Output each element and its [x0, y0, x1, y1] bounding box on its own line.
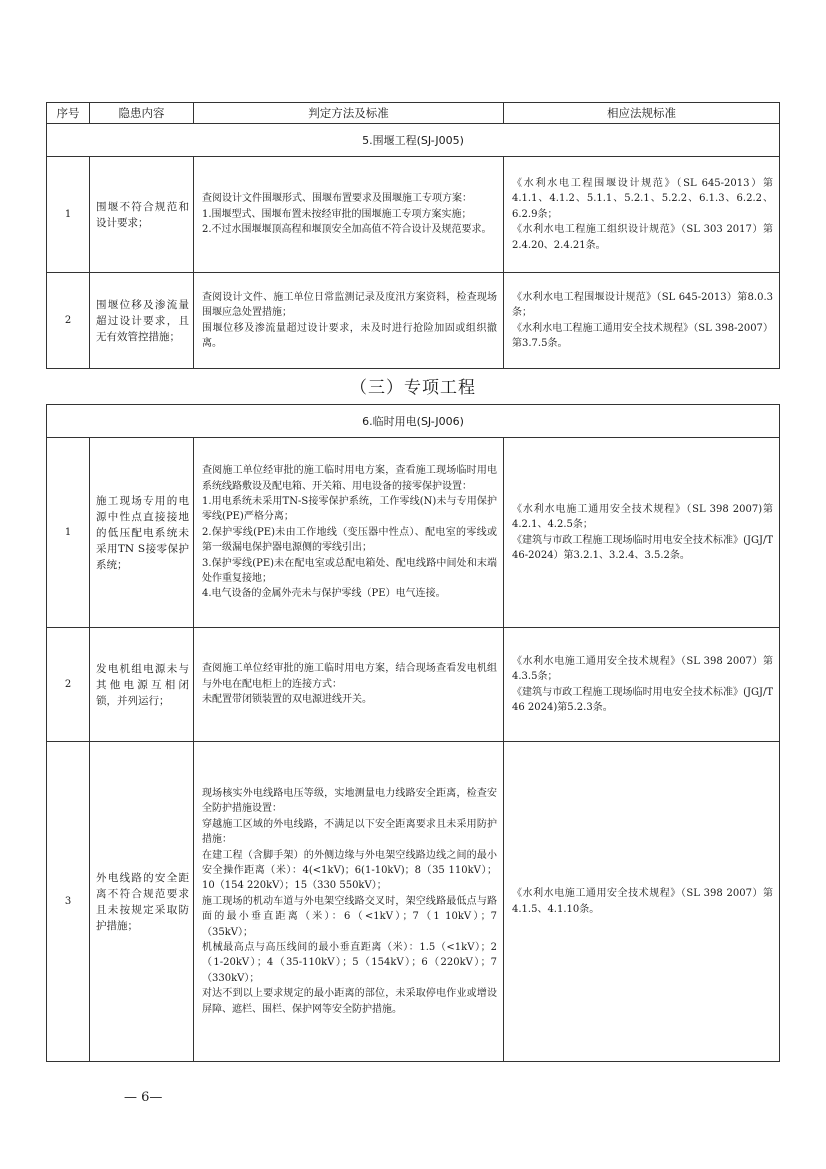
method-line: 查阅施工单位经审批的施工临时用电方案，查看施工现场临时用电系统线路敷设及配电箱、开关箱、用电设备的接零保护设置：	[202, 465, 497, 492]
method-line: 围堰位移及渗流量超过设计要求，未及时进行抢险加固或组织撤离。	[202, 322, 497, 349]
method-line: 1.用电系统未采用TN-S接零保护系统，工作零线(N)未与专用保护零线(PE)严格分离；	[202, 495, 497, 523]
table-header-row	[47, 103, 780, 124]
col-header-method: 判定方法及标准	[194, 103, 504, 124]
method-line: 2.不过水围堰堰顶高程和堰顶安全加高值不符合设计及规范要求。	[202, 224, 492, 236]
law-cell	[504, 742, 780, 1062]
method-cell	[194, 157, 504, 273]
method-line: 现场核实外电线路电压等级，实地测量电力线路安全距离，检查安全防护措施设置：	[202, 787, 497, 815]
method-line: 未配置带闭锁装置的双电源进线开关。	[202, 694, 372, 706]
table-row	[47, 438, 780, 628]
law-line: 《水利水电施工通用安全技术规程》（SL 398 2007）第4.1.5、4.1.10条。	[512, 888, 774, 915]
row-number: 2	[47, 273, 90, 369]
method-cell	[194, 273, 504, 369]
hazard-item: 施工现场专用的电源中性点直接接地的低压配电系统未采用TN S接零保护系统；	[90, 438, 194, 628]
hazard-item: 发电机组电源未与其他电源互相闭锁，并列运行；	[90, 628, 194, 742]
section-title: 6.临时用电(SJ-J006)	[47, 405, 780, 438]
method-cell	[194, 742, 504, 1062]
method-line: 对达不到以上要求规定的最小距离的部位，未采取停电作业或增设屏障、遮栏、围栏、保护网等安全防护措施。	[202, 988, 497, 1015]
hazard-item: 外电线路的安全距离不符合规范要求且未按规定采取防护措施；	[90, 742, 194, 1062]
table-row	[47, 742, 780, 1062]
page-number: — 6—	[124, 1090, 163, 1105]
method-line: 4.电气设备的金属外壳未与保护零线（PE）电气连接。	[202, 588, 446, 600]
method-line: 机械最高点与高压线间的最小垂直距离（米）：1.5（<1kV）；2（1-20kV）；4（35-110kV）；5（154kV）；6（220kV）；7（330kV）；	[202, 942, 497, 984]
section-title-row	[47, 405, 780, 438]
method-line: 在建工程（含脚手架）的外侧边缘与外电架空线路边线之间的最小安全操作距离（米）：4(<1kV)；6(1-10kV)；8（35 110kV）；10（154 220kV）；15（330 550kV）；	[202, 849, 497, 892]
law-line: 《建筑与市政工程施工现场临时用电安全技术标准》(JGJ/T 46 2024)第5.2.3条。	[512, 686, 774, 713]
col-header-item: 隐患内容	[90, 103, 194, 124]
law-line: 《水利水电施工通用安全技术规程》（SL 398 2007)第4.2.1、4.2.5条；	[512, 503, 774, 531]
law-cell	[504, 273, 780, 369]
hazard-table-section6	[46, 404, 780, 1062]
method-line: 3.保护零线(PE)未在配电室或总配电箱处、配电线路中间处和末端处作重复接地；	[202, 557, 497, 585]
section-heading: （三）专项工程	[350, 378, 476, 398]
hazard-item: 围堰位移及渗流量超过设计要求，且无有效管控措施；	[90, 273, 194, 369]
section-title: 5.围堰工程(SJ-J005)	[47, 124, 780, 157]
row-number: 2	[47, 628, 90, 742]
method-cell	[194, 628, 504, 742]
method-line: 2.保护零线(PE)未由工作地线（变压器中性点）、配电室的零线或第一级漏电保护器电源侧的零线引出；	[202, 526, 497, 554]
law-line: 《水利水电工程围堰设计规范》（SL 645-2013）第4.1.1、4.1.2、5.1.1、5.2.1、5.2.2、6.1.3、6.2.2、6.2.9条；	[512, 177, 773, 220]
col-header-no: 序号	[47, 103, 90, 124]
law-line: 《水利水电施工通用安全技术规程》（SL 398 2007）第4.3.5条；	[512, 655, 774, 683]
method-line: 穿越施工区域的外电线路，不满足以下安全距离要求且未采用防护措施：	[202, 818, 497, 846]
section-title-row	[47, 124, 780, 157]
table-row	[47, 273, 780, 369]
table-row	[47, 157, 780, 273]
law-cell	[504, 438, 780, 628]
row-number: 1	[47, 438, 90, 628]
table-row	[47, 628, 780, 742]
law-cell	[504, 157, 780, 273]
row-number: 3	[47, 742, 90, 1062]
method-line: 查阅施工单位经审批的施工临时用电方案，结合现场查看发电机组与外电在配电柜上的连接方式：	[202, 663, 497, 690]
method-line: 施工现场的机动车道与外电架空线路交叉时，架空线路最低点与路面的最小垂直距离（米）：6（<1kV）；7（1 10kV）；7（35kV）；	[202, 895, 497, 938]
method-line: 查阅设计文件、施工单位日常监测记录及度汛方案资料，检查现场围堰应急处置措施；	[202, 291, 497, 319]
law-line: 《水利水电工程围堰设计规范》（SL 645-2013）第8.0.3条；	[512, 291, 773, 319]
method-line: 查阅设计文件围堰形式、围堰布置要求及围堰施工专项方案：	[202, 193, 472, 205]
hazard-item: 围堰不符合规范和设计要求；	[90, 157, 194, 273]
method-cell	[194, 438, 504, 628]
hazard-table-section5	[46, 102, 780, 369]
method-line: 1.围堰型式、围堰布置未按经审批的围堰施工专项方案实施；	[202, 208, 472, 220]
law-line: 《水利水电工程施工通用安全技术规程》（SL 398-2007）第3.7.5条。	[512, 322, 773, 349]
law-cell	[504, 628, 780, 742]
law-line: 《水利水电工程施工组织设计规范》（SL 303 2017）第2.4.20、2.4.21条。	[512, 224, 773, 251]
row-number: 1	[47, 157, 90, 273]
col-header-law: 相应法规标准	[504, 103, 780, 124]
law-line: 《建筑与市政工程施工现场临时用电安全技术标准》(JGJ/T 46-2024）第3.2.1、3.2.4、3.5.2条。	[512, 534, 774, 561]
